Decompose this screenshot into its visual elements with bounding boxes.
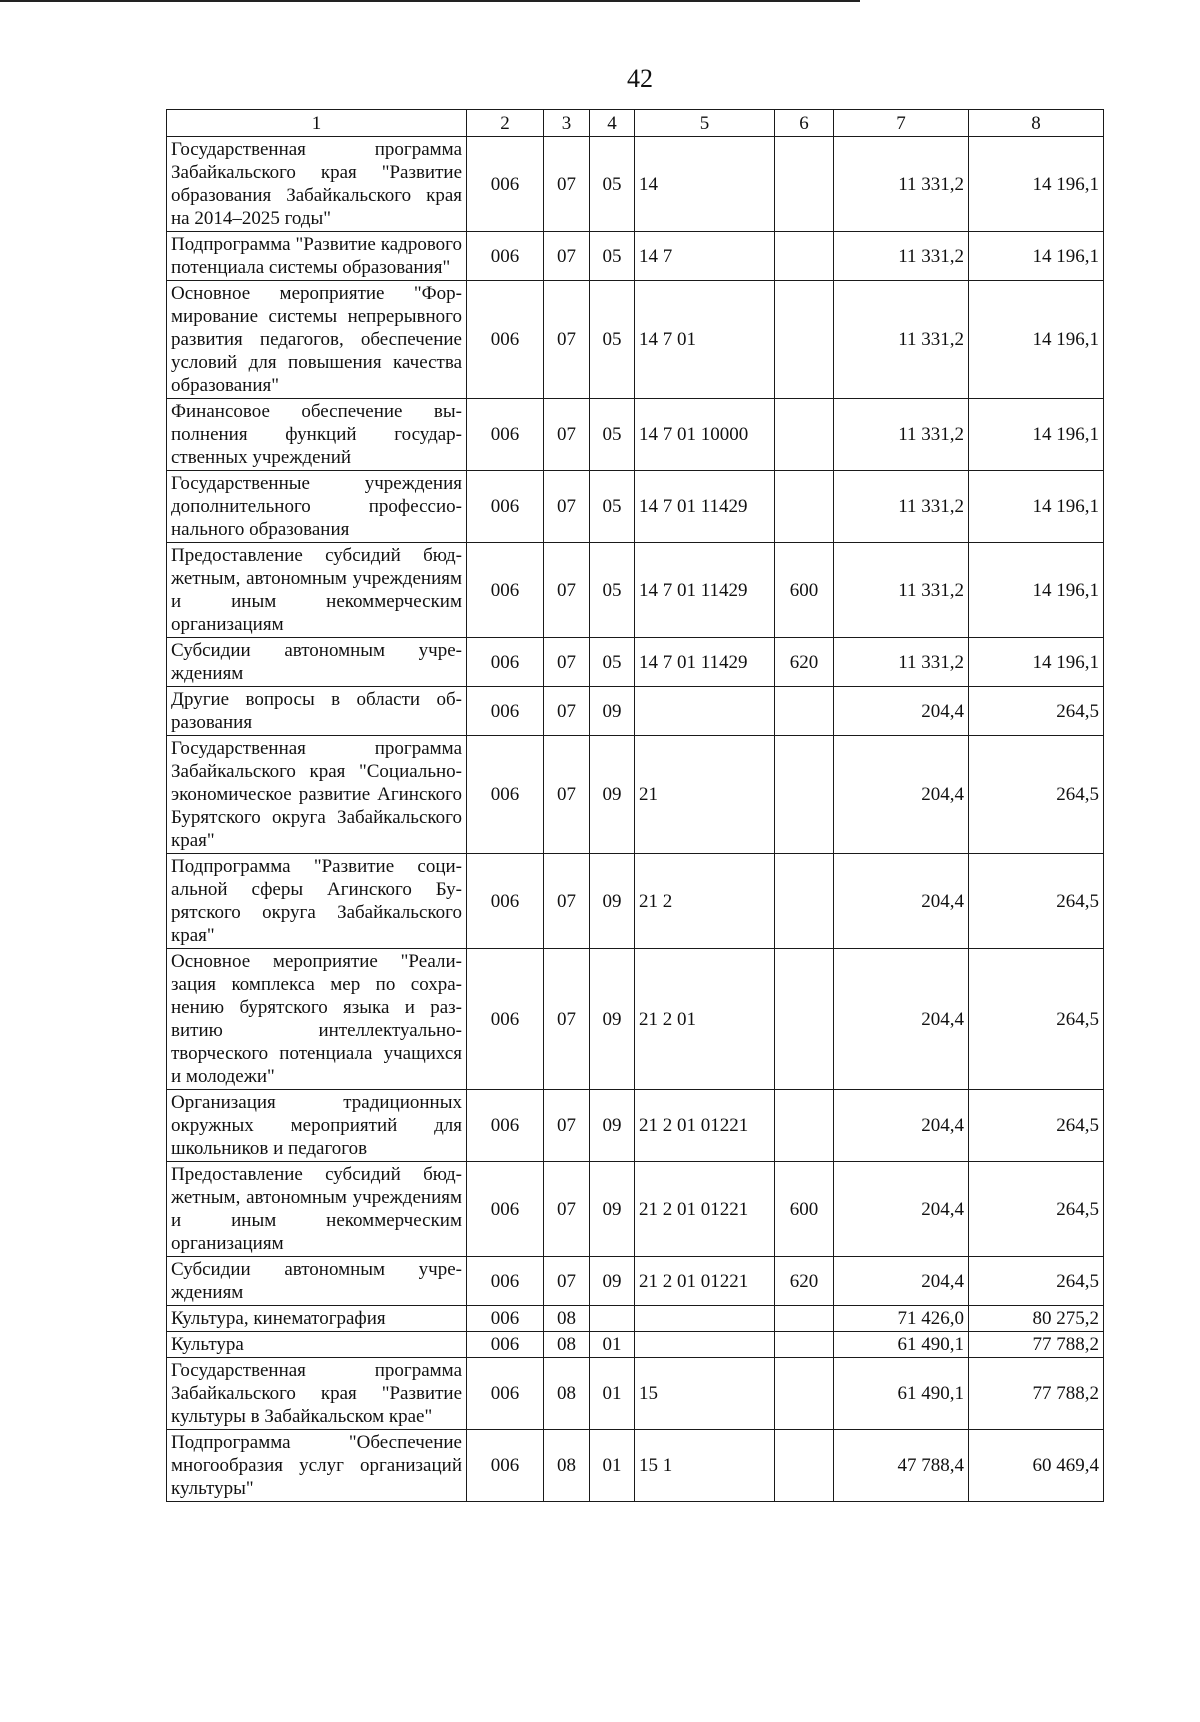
- ministry-code: 006: [467, 1358, 544, 1430]
- section-code: 07: [544, 232, 590, 281]
- table-row: [167, 1257, 1104, 1306]
- table-row: [167, 949, 1104, 1090]
- target-article: 21: [635, 736, 775, 854]
- ministry-code: 006: [467, 854, 544, 949]
- amount-col8: 14 196,1: [969, 137, 1104, 232]
- amount-col7: 11 331,2: [834, 232, 969, 281]
- ministry-code: 006: [467, 1306, 544, 1332]
- row-name: Субсидии автономным учреждениям: [167, 638, 467, 687]
- amount-col8: 264,5: [969, 854, 1104, 949]
- header-cell: 5: [635, 110, 775, 137]
- amount-col8: 264,5: [969, 1162, 1104, 1257]
- amount-col7: 61 490,1: [834, 1332, 969, 1358]
- amount-col7: 47 788,4: [834, 1430, 969, 1502]
- table-row: [167, 471, 1104, 543]
- amount-col8: 14 196,1: [969, 281, 1104, 399]
- section-code: 07: [544, 949, 590, 1090]
- row-name: Государственная программа Забайкальского края "Развитие образования Забайкальского края на 2014–2025 годы": [167, 137, 467, 232]
- subsection-code: [590, 1306, 635, 1332]
- ministry-code: 006: [467, 399, 544, 471]
- amount-col7: 204,4: [834, 854, 969, 949]
- ministry-code: 006: [467, 1162, 544, 1257]
- amount-col8: 60 469,4: [969, 1430, 1104, 1502]
- expense-type: [775, 1430, 834, 1502]
- row-name: Государственные учреждения дополнительного профессионального образования: [167, 471, 467, 543]
- expense-type: [775, 1090, 834, 1162]
- row-name: Подпрограмма "Развитие социальной сферы Агинского Бурятского округа Забайкальского края": [167, 854, 467, 949]
- amount-col8: 14 196,1: [969, 638, 1104, 687]
- amount-col7: 11 331,2: [834, 137, 969, 232]
- expense-type: [775, 736, 834, 854]
- target-article: 21 2 01 01221: [635, 1162, 775, 1257]
- subsection-code: 09: [590, 687, 635, 736]
- subsection-code: 09: [590, 854, 635, 949]
- subsection-code: 01: [590, 1358, 635, 1430]
- section-code: 07: [544, 687, 590, 736]
- page-number: 42: [627, 64, 653, 93]
- row-name: Основное мероприятие "Реализация комплекса мер по сохранению бурятского языка и развитию интеллектуально-творческого потенциала учащихся и молодежи": [167, 949, 467, 1090]
- section-code: 07: [544, 281, 590, 399]
- target-article: 14 7: [635, 232, 775, 281]
- subsection-code: 05: [590, 281, 635, 399]
- expense-type: [775, 687, 834, 736]
- target-article: 21 2: [635, 854, 775, 949]
- target-article: 14 7 01 11429: [635, 471, 775, 543]
- table-row: [167, 1358, 1104, 1430]
- amount-col7: 11 331,2: [834, 543, 969, 638]
- amount-col8: 80 275,2: [969, 1306, 1104, 1332]
- ministry-code: 006: [467, 949, 544, 1090]
- expense-type: 600: [775, 1162, 834, 1257]
- expense-type: 620: [775, 638, 834, 687]
- ministry-code: 006: [467, 281, 544, 399]
- section-code: 07: [544, 1257, 590, 1306]
- table-row: [167, 1090, 1104, 1162]
- section-code: 07: [544, 1162, 590, 1257]
- table-row: [167, 1162, 1104, 1257]
- subsection-code: 05: [590, 471, 635, 543]
- amount-col7: 11 331,2: [834, 638, 969, 687]
- header-cell: 6: [775, 110, 834, 137]
- subsection-code: 05: [590, 232, 635, 281]
- amount-col8: 264,5: [969, 1090, 1104, 1162]
- table-row: [167, 1430, 1104, 1502]
- header-cell: 2: [467, 110, 544, 137]
- amount-col8: 264,5: [969, 1257, 1104, 1306]
- ministry-code: 006: [467, 736, 544, 854]
- table-row: [167, 854, 1104, 949]
- table-row: [167, 399, 1104, 471]
- amount-col7: 204,4: [834, 1257, 969, 1306]
- amount-col7: 11 331,2: [834, 399, 969, 471]
- amount-col7: 204,4: [834, 949, 969, 1090]
- target-article: [635, 1332, 775, 1358]
- amount-col8: 264,5: [969, 949, 1104, 1090]
- ministry-code: 006: [467, 1090, 544, 1162]
- target-article: 15 1: [635, 1430, 775, 1502]
- amount-col8: 77 788,2: [969, 1332, 1104, 1358]
- amount-col7: 204,4: [834, 1162, 969, 1257]
- ministry-code: 006: [467, 1430, 544, 1502]
- header-cell: 8: [969, 110, 1104, 137]
- expense-type: [775, 232, 834, 281]
- row-name: Государственная программа Забайкальского края "Развитие культуры в Забайкальском крае": [167, 1358, 467, 1430]
- table-row: [167, 232, 1104, 281]
- table-row: [167, 137, 1104, 232]
- row-name: Культура, кинематография: [167, 1306, 467, 1332]
- section-code: 08: [544, 1332, 590, 1358]
- expense-type: [775, 1332, 834, 1358]
- target-article: 14 7 01 11429: [635, 543, 775, 638]
- target-article: 14 7 01 11429: [635, 638, 775, 687]
- table-row: [167, 281, 1104, 399]
- section-code: 07: [544, 1090, 590, 1162]
- subsection-code: 05: [590, 638, 635, 687]
- header-cell: 7: [834, 110, 969, 137]
- expense-type: [775, 949, 834, 1090]
- section-code: 08: [544, 1358, 590, 1430]
- subsection-code: 09: [590, 1162, 635, 1257]
- target-article: 15: [635, 1358, 775, 1430]
- ministry-code: 006: [467, 543, 544, 638]
- amount-col7: 204,4: [834, 736, 969, 854]
- row-name: Государственная программа Забайкальского края "Социально-экономическое развитие Агинского Бурятского округа Забайкальского края": [167, 736, 467, 854]
- ministry-code: 006: [467, 1332, 544, 1358]
- budget-table: [166, 109, 1104, 1502]
- expense-type: [775, 281, 834, 399]
- target-article: 21 2 01 01221: [635, 1257, 775, 1306]
- expense-type: [775, 1306, 834, 1332]
- subsection-code: 09: [590, 949, 635, 1090]
- target-article: [635, 1306, 775, 1332]
- amount-col7: 11 331,2: [834, 281, 969, 399]
- row-name: Другие вопросы в области образования: [167, 687, 467, 736]
- subsection-code: 09: [590, 736, 635, 854]
- amount-col7: 11 331,2: [834, 471, 969, 543]
- row-name: Культура: [167, 1332, 467, 1358]
- subsection-code: 05: [590, 543, 635, 638]
- section-code: 07: [544, 638, 590, 687]
- table-row: [167, 736, 1104, 854]
- expense-type: [775, 471, 834, 543]
- expense-type: [775, 137, 834, 232]
- target-article: 21 2 01: [635, 949, 775, 1090]
- subsection-code: 09: [590, 1090, 635, 1162]
- section-code: 07: [544, 543, 590, 638]
- amount-col8: 14 196,1: [969, 399, 1104, 471]
- subsection-code: 09: [590, 1257, 635, 1306]
- ministry-code: 006: [467, 232, 544, 281]
- amount-col7: 71 426,0: [834, 1306, 969, 1332]
- ministry-code: 006: [467, 471, 544, 543]
- amount-col8: 264,5: [969, 687, 1104, 736]
- subsection-code: 05: [590, 399, 635, 471]
- target-article: 14 7 01 10000: [635, 399, 775, 471]
- expense-type: 620: [775, 1257, 834, 1306]
- target-article: [635, 687, 775, 736]
- row-name: Подпрограмма "Обеспечение многообразия услуг организаций культуры": [167, 1430, 467, 1502]
- row-name: Предоставление субсидий бюджетным, автономным учреждениям и иным некоммерческим организациям: [167, 1162, 467, 1257]
- amount-col8: 77 788,2: [969, 1358, 1104, 1430]
- amount-col7: 61 490,1: [834, 1358, 969, 1430]
- row-name: Подпрограмма "Развитие кадрового потенциала системы образования": [167, 232, 467, 281]
- amount-col8: 14 196,1: [969, 232, 1104, 281]
- header-row: [167, 110, 1104, 137]
- table-row: [167, 1332, 1104, 1358]
- section-code: 07: [544, 399, 590, 471]
- amount-col7: 204,4: [834, 1090, 969, 1162]
- subsection-code: 01: [590, 1430, 635, 1502]
- row-name: Предоставление субсидий бюджетным, автономным учреждениям и иным некоммерческим организациям: [167, 543, 467, 638]
- ministry-code: 006: [467, 137, 544, 232]
- expense-type: [775, 1358, 834, 1430]
- ministry-code: 006: [467, 687, 544, 736]
- section-code: 07: [544, 137, 590, 232]
- row-name: Субсидии автономным учреждениям: [167, 1257, 467, 1306]
- amount-col8: 264,5: [969, 736, 1104, 854]
- section-code: 08: [544, 1430, 590, 1502]
- subsection-code: 01: [590, 1332, 635, 1358]
- row-name: Основное мероприятие "Формирование системы непрерывного развития педагогов, обеспечение условий для повышения качества образования": [167, 281, 467, 399]
- row-name: Финансовое обеспечение выполнения функций государственных учреждений: [167, 399, 467, 471]
- target-article: 21 2 01 01221: [635, 1090, 775, 1162]
- expense-type: [775, 399, 834, 471]
- expense-type: [775, 854, 834, 949]
- amount-col8: 14 196,1: [969, 543, 1104, 638]
- table-row: [167, 638, 1104, 687]
- row-name: Организация традиционных окружных мероприятий для школьников и педагогов: [167, 1090, 467, 1162]
- subsection-code: 05: [590, 137, 635, 232]
- target-article: 14 7 01: [635, 281, 775, 399]
- header-cell: 3: [544, 110, 590, 137]
- section-code: 07: [544, 471, 590, 543]
- top-rule: [0, 0, 860, 2]
- table-row: [167, 543, 1104, 638]
- header-cell: 4: [590, 110, 635, 137]
- amount-col8: 14 196,1: [969, 471, 1104, 543]
- section-code: 08: [544, 1306, 590, 1332]
- table-row: [167, 687, 1104, 736]
- ministry-code: 006: [467, 1257, 544, 1306]
- target-article: 14: [635, 137, 775, 232]
- expense-type: 600: [775, 543, 834, 638]
- header-cell: 1: [167, 110, 467, 137]
- amount-col7: 204,4: [834, 687, 969, 736]
- table-row: [167, 1306, 1104, 1332]
- ministry-code: 006: [467, 638, 544, 687]
- section-code: 07: [544, 854, 590, 949]
- section-code: 07: [544, 736, 590, 854]
